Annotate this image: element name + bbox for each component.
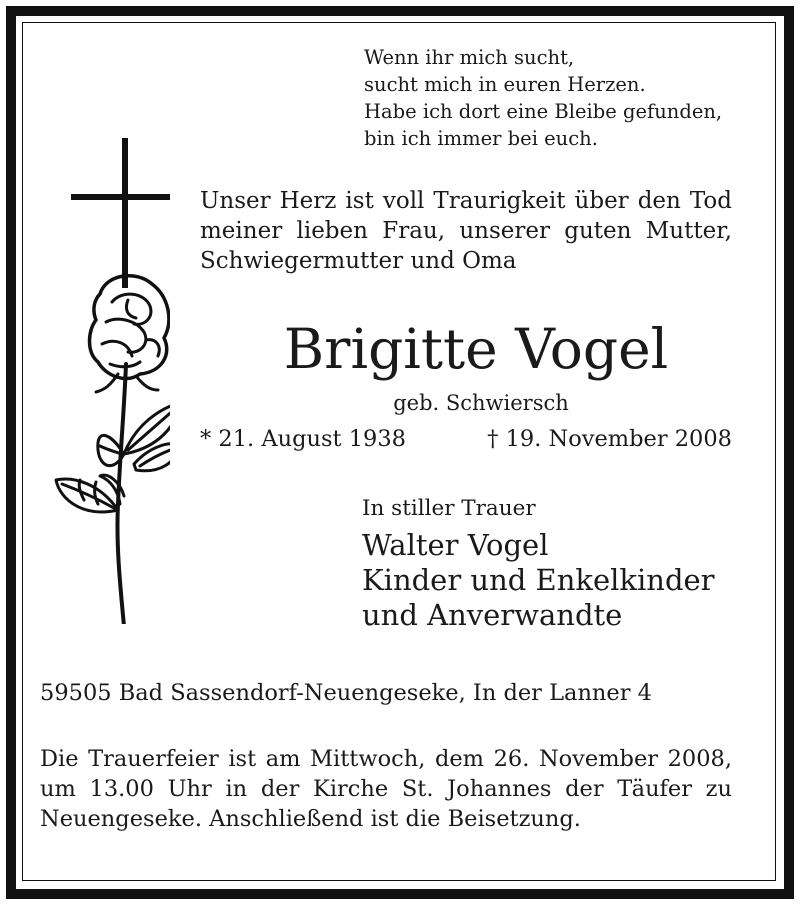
address-line: 59505 Bad Sassendorf-Neuengeseke, In der Lanner 4 [40,680,652,706]
funeral-line: Die Trauerfeier ist am Mittwoch, dem 26. November 2008, [40,746,732,772]
poem-line: sucht mich in euren Herzen. [364,73,646,96]
poem-line: Habe ich dort eine Bleibe gefunden, [364,100,723,123]
poem-line: bin ich immer bei euch. [364,127,598,150]
cross-horizontal-bar [71,194,170,200]
poem-verse [364,44,722,152]
cross-with-rose-icon [40,124,170,624]
intro-paragraph [200,186,732,276]
rose-icon [56,276,170,624]
mourner-line: und Anverwandte [362,598,623,632]
poem-line: Wenn ihr mich sucht, [364,46,575,69]
intro-line: meiner lieben Frau, unserer guten Mutter, [200,218,732,244]
birth-name: geb. Schwiersch [393,391,569,415]
intro-line: Schwiegermutter und Oma [200,248,517,274]
mourner-line: Kinder und Enkelkinder [362,563,715,597]
mourners-list [362,528,715,633]
intro-line: Unser Herz ist voll Traurigkeit über den Tod [200,188,732,214]
mourning-heading: In stiller Trauer [362,496,536,521]
death-date: † 19. November 2008 [487,426,732,452]
funeral-line: Neuengeseke. Anschließend ist die Beisetzung. [40,806,581,832]
deceased-name: Brigitte Vogel [283,317,669,381]
cross-vertical-bar [122,138,128,288]
birth-date: * 21. August 1938 [200,426,406,452]
mourner-line: Walter Vogel [362,528,549,562]
funeral-details [40,744,732,834]
funeral-line: um 13.00 Uhr in der Kirche St. Johannes der Täufer zu [40,776,732,802]
